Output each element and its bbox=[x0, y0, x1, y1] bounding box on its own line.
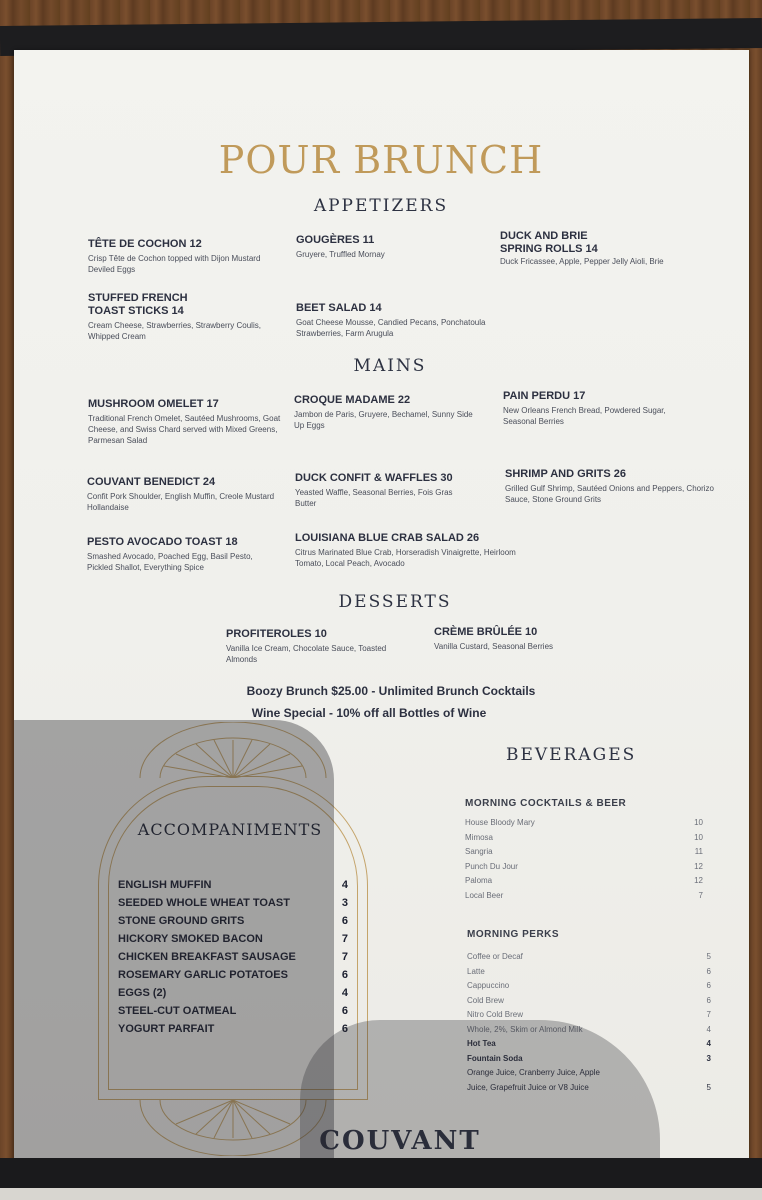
item-price: 4 bbox=[706, 1039, 711, 1048]
item-name: Punch Du Jour bbox=[465, 861, 518, 871]
mains-heading: MAINS bbox=[353, 356, 427, 376]
item-price: 11 bbox=[694, 847, 703, 856]
menu-item bbox=[434, 626, 614, 652]
item-name: Nitro Cold Brew bbox=[467, 1010, 524, 1019]
item-name: Latte bbox=[467, 966, 485, 976]
item-name: Paloma bbox=[465, 876, 493, 885]
photo-shadow-hand bbox=[300, 1020, 660, 1162]
couvant-logo: COUVANT bbox=[319, 1126, 481, 1156]
item-price: 4 bbox=[706, 1024, 711, 1034]
item-name: Hot Tea bbox=[467, 1039, 496, 1048]
item-name: TÊTE DE COCHON 12 bbox=[88, 238, 202, 250]
item-price: 6 bbox=[706, 966, 711, 976]
beverages-heading: BEVERAGES bbox=[506, 745, 637, 765]
menu-item bbox=[296, 234, 476, 260]
item-price: 10 bbox=[694, 818, 703, 827]
bottom-strip bbox=[0, 1188, 762, 1200]
perks-heading: MORNING PERKS bbox=[467, 929, 560, 940]
item-description: Jambon de Paris, Gruyere, Bechamel, Sunny Side Up Eggs bbox=[294, 410, 473, 430]
menu-item bbox=[226, 628, 406, 665]
item-description: Yeasted Waffle, Seasonal Berries, Fois Gras Butter bbox=[295, 488, 453, 508]
item-description: Cream Cheese, Strawberries, Strawberry Coulis, Whipped Cream bbox=[88, 321, 261, 341]
appetizers-heading: APPETIZERS bbox=[313, 196, 449, 216]
menu-item bbox=[88, 398, 288, 446]
item-name: HICKORY SMOKED BACON bbox=[118, 933, 263, 945]
item-name: Cold Brew bbox=[467, 995, 504, 1005]
menu-item bbox=[87, 536, 277, 573]
menu-board-bottom-edge bbox=[0, 1158, 762, 1190]
item-price: 4 bbox=[341, 879, 348, 891]
item-name: Cappuccino bbox=[467, 981, 510, 990]
item-name: GOUGÈRES 11 bbox=[296, 234, 375, 246]
item-price: 10 bbox=[694, 832, 703, 842]
item-name: COUVANT BENEDICT 24 bbox=[87, 476, 216, 488]
menu-item bbox=[296, 302, 486, 339]
item-name: ROSEMARY GARLIC POTATOES bbox=[118, 969, 288, 981]
item-price: 7 bbox=[698, 890, 703, 900]
item-name: Orange Juice, Cranberry Juice, Apple bbox=[467, 1068, 600, 1077]
item-name: Juice, Grapefruit Juice or V8 Juice bbox=[467, 1082, 589, 1092]
item-description: Traditional French Omelet, Sautéed Mushrooms, Goat Cheese, and Swiss Chard served with Mixed Greens, Parmesan Salad bbox=[88, 414, 281, 445]
item-price: 7 bbox=[706, 1010, 711, 1019]
item-name: Mimosa bbox=[465, 832, 494, 842]
accompaniments-heading: ACCOMPANIMENTS bbox=[137, 820, 323, 839]
item-name: CRÈME BRÛLÉE 10 bbox=[434, 626, 538, 638]
item-name: PROFITEROLES 10 bbox=[226, 628, 327, 640]
item-price: 6 bbox=[341, 915, 348, 927]
menu-item bbox=[87, 476, 277, 513]
item-description: Smashed Avocado, Poached Egg, Basil Pesto, Pickled Shallot, Everything Spice bbox=[87, 552, 253, 572]
list-item bbox=[467, 965, 711, 980]
item-description: Vanilla Ice Cream, Chocolate Sauce, Toasted Almonds bbox=[226, 644, 387, 664]
item-name: ENGLISH MUFFIN bbox=[118, 879, 212, 891]
menu-item bbox=[505, 468, 730, 505]
menu-item bbox=[88, 292, 278, 342]
list-item bbox=[467, 979, 711, 994]
item-name: Whole, 2%, Skim or Almond Milk bbox=[467, 1024, 583, 1034]
item-name: Sangria bbox=[465, 847, 493, 856]
item-name: CHICKEN BREAKFAST SAUSAGE bbox=[118, 951, 296, 963]
item-price: 6 bbox=[706, 981, 711, 990]
item-name: MUSHROOM OMELET 17 bbox=[88, 398, 219, 410]
item-price: 7 bbox=[341, 933, 348, 945]
item-name: STONE GROUND GRITS bbox=[118, 915, 245, 927]
item-description: Duck Fricassee, Apple, Pepper Jelly Aioli, Brie bbox=[500, 257, 664, 266]
item-price: 3 bbox=[341, 897, 348, 909]
item-price: 4 bbox=[341, 987, 348, 999]
desserts-heading: DESSERTS bbox=[338, 592, 452, 612]
list-item bbox=[465, 845, 703, 860]
item-name: BEET SALAD 14 bbox=[296, 302, 382, 314]
boozy-brunch-promo: Boozy Brunch $25.00 - Unlimited Brunch Cocktails bbox=[246, 684, 536, 698]
item-price: 6 bbox=[341, 1023, 348, 1035]
item-description: Vanilla Custard, Seasonal Berries bbox=[434, 642, 554, 651]
item-name: EGGS (2) bbox=[118, 987, 167, 999]
item-description: Citrus Marinated Blue Crab, Horseradish Vinaigrette, Heirloom Tomato, Local Peach, Avocado bbox=[295, 548, 516, 568]
item-description: Goat Cheese Mousse, Candied Pecans, Ponchatoula Strawberries, Farm Arugula bbox=[296, 318, 486, 338]
list-item bbox=[465, 831, 703, 846]
menu-item bbox=[295, 532, 545, 569]
item-description: New Orleans French Bread, Powdered Sugar, Seasonal Berries bbox=[503, 406, 666, 426]
item-price: 5 bbox=[706, 952, 711, 961]
item-description: Crisp Tête de Cochon topped with Dijon Mustard Deviled Eggs bbox=[88, 254, 261, 274]
item-price: 12 bbox=[694, 876, 703, 885]
list-item bbox=[467, 950, 711, 965]
menu-item bbox=[294, 394, 474, 431]
list-item bbox=[465, 860, 703, 875]
item-name: Fountain Soda bbox=[467, 1053, 523, 1063]
menu-item bbox=[88, 238, 268, 275]
item-price: 6 bbox=[341, 969, 348, 981]
item-name: STEEL-CUT OATMEAL bbox=[118, 1005, 237, 1017]
item-name: SHRIMP AND GRITS 26 bbox=[505, 468, 627, 480]
item-name: LOUISIANA BLUE CRAB SALAD 26 bbox=[295, 532, 480, 544]
item-name: DUCK AND BRIE SPRING ROLLS 14 bbox=[500, 230, 598, 255]
menu-item bbox=[503, 390, 693, 427]
item-name: YOGURT PARFAIT bbox=[118, 1023, 215, 1035]
item-description: Gruyere, Truffled Mornay bbox=[296, 250, 385, 259]
item-name: SEEDED WHOLE WHEAT TOAST bbox=[118, 897, 290, 909]
item-description: Grilled Gulf Shrimp, Sautéed Onions and Peppers, Chorizo Sauce, Stone Ground Grits bbox=[505, 484, 714, 504]
list-item bbox=[465, 816, 703, 831]
item-description: Confit Pork Shoulder, English Muffin, Creole Mustard Hollandaise bbox=[87, 492, 275, 512]
photo-shadow bbox=[14, 720, 334, 1162]
list-item bbox=[465, 874, 703, 889]
item-name: PAIN PERDU 17 bbox=[503, 390, 586, 402]
item-price: 12 bbox=[694, 861, 703, 871]
menu-title: POUR BRUNCH bbox=[218, 138, 544, 182]
wine-special-promo: Wine Special - 10% off all Bottles of Wine bbox=[251, 706, 487, 720]
item-price: 3 bbox=[706, 1053, 711, 1063]
menu-item bbox=[295, 472, 495, 509]
item-name: CROQUE MADAME 22 bbox=[294, 394, 411, 406]
item-name: STUFFED FRENCH TOAST STICKS 14 bbox=[88, 292, 188, 317]
cocktails-list bbox=[465, 816, 703, 903]
item-price: 5 bbox=[706, 1082, 711, 1092]
item-price: 6 bbox=[706, 995, 711, 1005]
item-name: Coffee or Decaf bbox=[467, 952, 523, 961]
cocktails-heading: MORNING COCKTAILS & BEER bbox=[465, 798, 627, 809]
list-item bbox=[467, 994, 711, 1009]
item-name: House Bloody Mary bbox=[465, 818, 535, 827]
item-name: Local Beer bbox=[465, 890, 504, 900]
item-name: DUCK CONFIT & WAFFLES 30 bbox=[295, 472, 453, 484]
menu-item bbox=[500, 230, 600, 256]
item-price: 7 bbox=[341, 951, 348, 963]
item-price: 6 bbox=[341, 1005, 348, 1017]
item-name: PESTO AVOCADO TOAST 18 bbox=[87, 536, 238, 548]
list-item bbox=[465, 889, 703, 904]
